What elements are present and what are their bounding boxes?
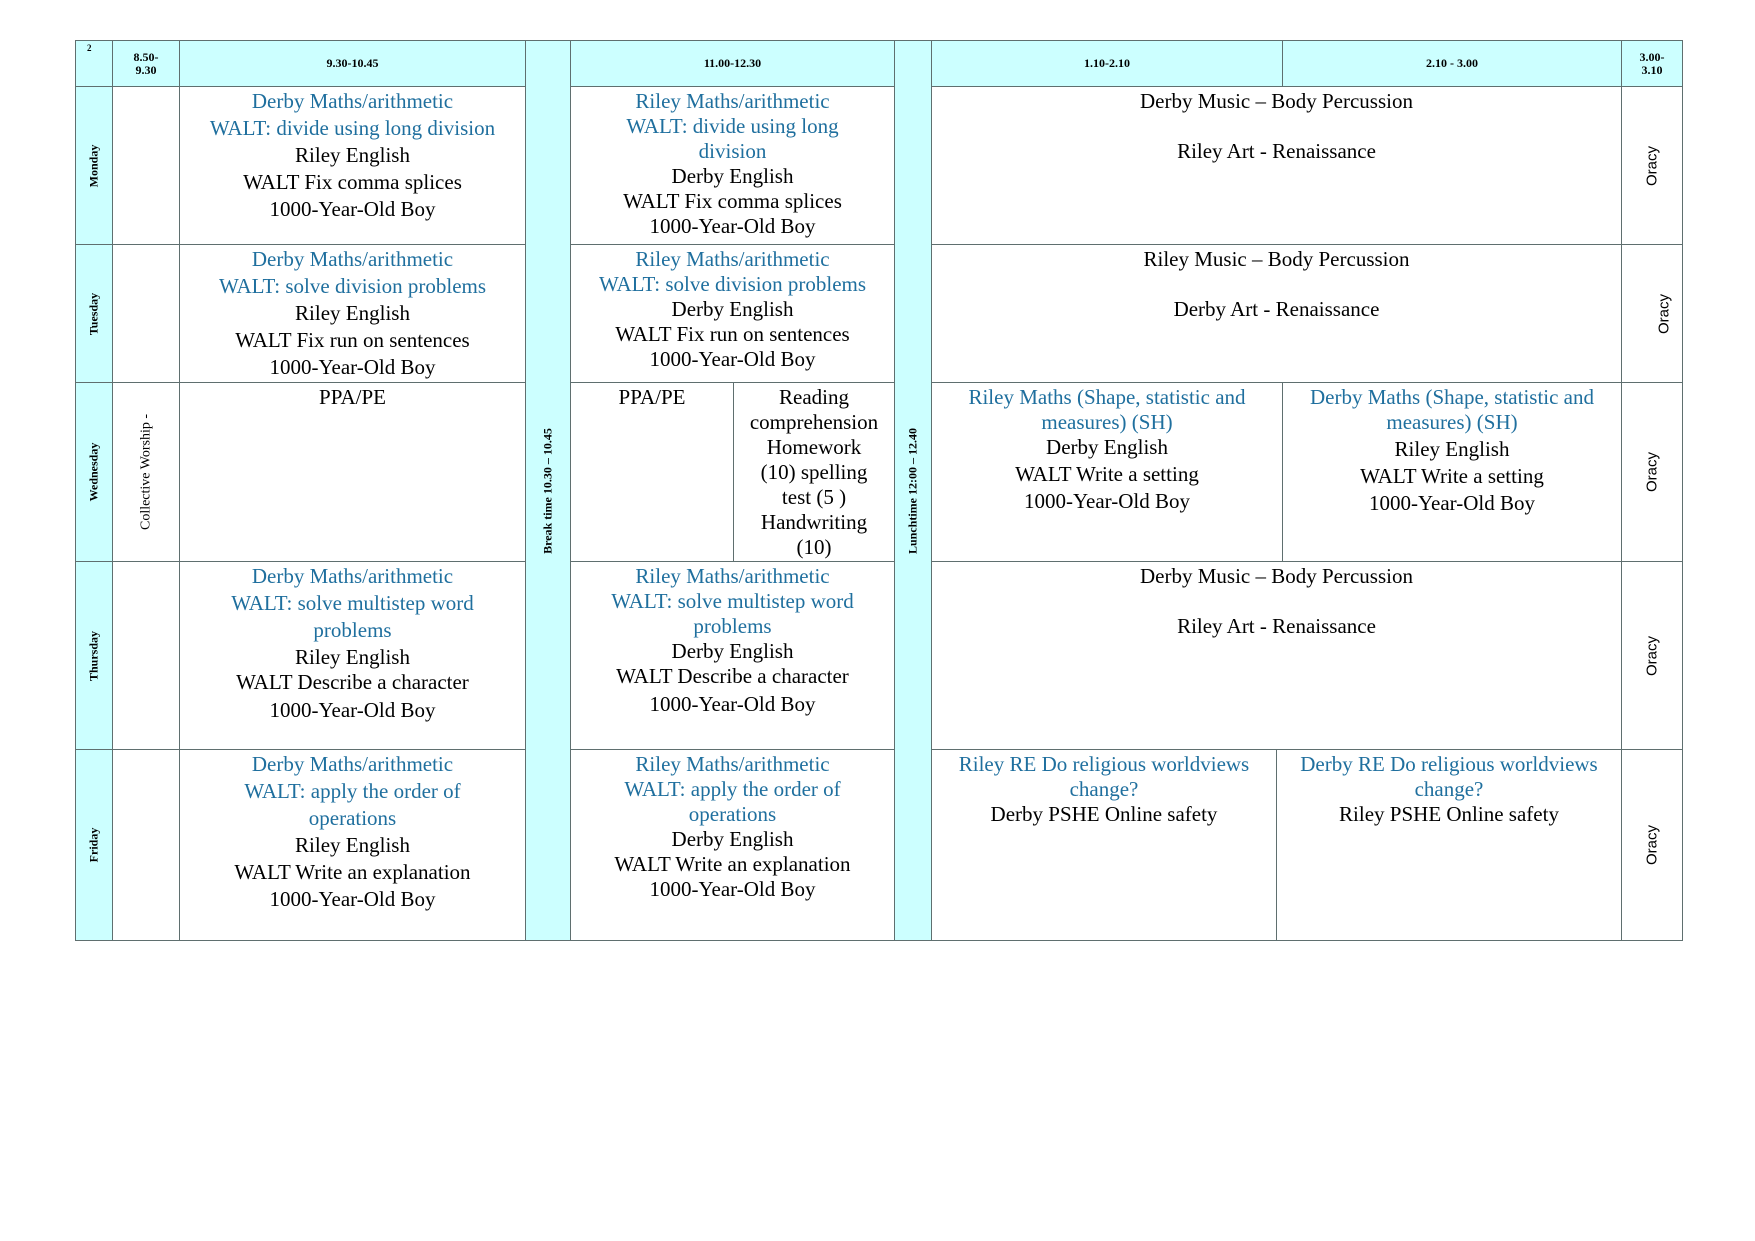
- slot-850-tuesday: [112, 244, 180, 383]
- header-slot-1100: 11.00-12.30: [570, 40, 895, 87]
- lunch-label: Lunchtime 12:00 – 12.40: [905, 427, 920, 554]
- monday-afternoon: Derby Music – Body Percussion Riley Art - Renaissance: [931, 86, 1622, 245]
- header-slot-930: 9.30-10.45: [179, 40, 526, 87]
- header-slot-210: 2.10 - 3.00: [1282, 40, 1622, 87]
- header-corner: 2: [75, 40, 113, 87]
- break-label: Break time 10.30 – 10.45: [540, 427, 555, 554]
- tuesday-slot-3: Riley Maths/arithmetic WALT: solve division problems Derby English WALT Fix run on sentences 1000-Year-Old Boy: [570, 244, 895, 383]
- header-slot-110: 1.10-2.10: [931, 40, 1283, 87]
- thursday-afternoon: Derby Music – Body Percussion Riley Art - Renaissance: [931, 561, 1622, 750]
- slot-850-monday: [112, 86, 180, 245]
- wednesday-slot-3a: PPA/PE: [570, 382, 734, 562]
- wednesday-slot-3b: Reading comprehension Homework (10) spelling test (5 ) Handwriting (10): [733, 382, 895, 562]
- day-tuesday: Tuesday: [75, 244, 113, 383]
- slot-850-friday: [112, 749, 180, 941]
- day-monday: Monday: [75, 86, 113, 245]
- wednesday-slot-4: Riley Maths (Shape, statistic and measures) (SH) Derby English WALT Write a setting 1000-Year-Old Boy: [931, 382, 1283, 562]
- tuesday-afternoon: Riley Music – Body Percussion Derby Art - Renaissance: [931, 244, 1622, 383]
- friday-slot-5: Derby RE Do religious worldviews change? Riley PSHE Online safety: [1276, 749, 1622, 941]
- tuesday-oracy: Oracy: [1621, 244, 1683, 383]
- lunch-column: [894, 40, 932, 941]
- wednesday-oracy: Oracy: [1621, 382, 1683, 562]
- day-friday: Friday: [75, 749, 113, 941]
- thursday-slot-3: Riley Maths/arithmetic WALT: solve multistep word problems Derby English WALT Describe a character 1000-Year-Old Boy: [570, 561, 895, 750]
- day-wednesday: Wednesday: [75, 382, 113, 562]
- monday-slot-3: Riley Maths/arithmetic WALT: divide using long division Derby English WALT Fix comma splices 1000-Year-Old Boy: [570, 86, 895, 245]
- friday-slot-3: Riley Maths/arithmetic WALT: apply the order of operations Derby English WALT Write an explanation 1000-Year-Old Boy: [570, 749, 895, 941]
- header-slot-300: 3.00- 3.10: [1621, 40, 1683, 87]
- header-slot-850: 8.50- 9.30: [112, 40, 180, 87]
- friday-slot-4: Riley RE Do religious worldviews change? Derby PSHE Online safety: [931, 749, 1277, 941]
- tuesday-slot-2: Derby Maths/arithmetic WALT: solve division problems Riley English WALT Fix run on sentences 1000-Year-Old Boy: [179, 244, 526, 383]
- thursday-oracy: Oracy: [1621, 561, 1683, 750]
- slot-850-thursday: [112, 561, 180, 750]
- monday-slot-2: Derby Maths/arithmetic WALT: divide using long division Riley English WALT Fix comma splices 1000-Year-Old Boy: [179, 86, 526, 245]
- wednesday-slot-5: Derby Maths (Shape, statistic and measures) (SH) Riley English WALT Write a setting 1000-Year-Old Boy: [1282, 382, 1622, 562]
- thursday-slot-2: Derby Maths/arithmetic WALT: solve multistep word problems Riley English WALT Describe a character 1000-Year-Old Boy: [179, 561, 526, 750]
- friday-slot-2: Derby Maths/arithmetic WALT: apply the order of operations Riley English WALT Write an explanation 1000-Year-Old Boy: [179, 749, 526, 941]
- collective-worship: Collective Worship -: [112, 382, 180, 562]
- monday-oracy: Oracy: [1621, 86, 1683, 245]
- day-thursday: Thursday: [75, 561, 113, 750]
- friday-oracy: Oracy: [1621, 749, 1683, 941]
- break-column: [525, 40, 571, 941]
- wednesday-slot-2: PPA/PE: [179, 382, 526, 562]
